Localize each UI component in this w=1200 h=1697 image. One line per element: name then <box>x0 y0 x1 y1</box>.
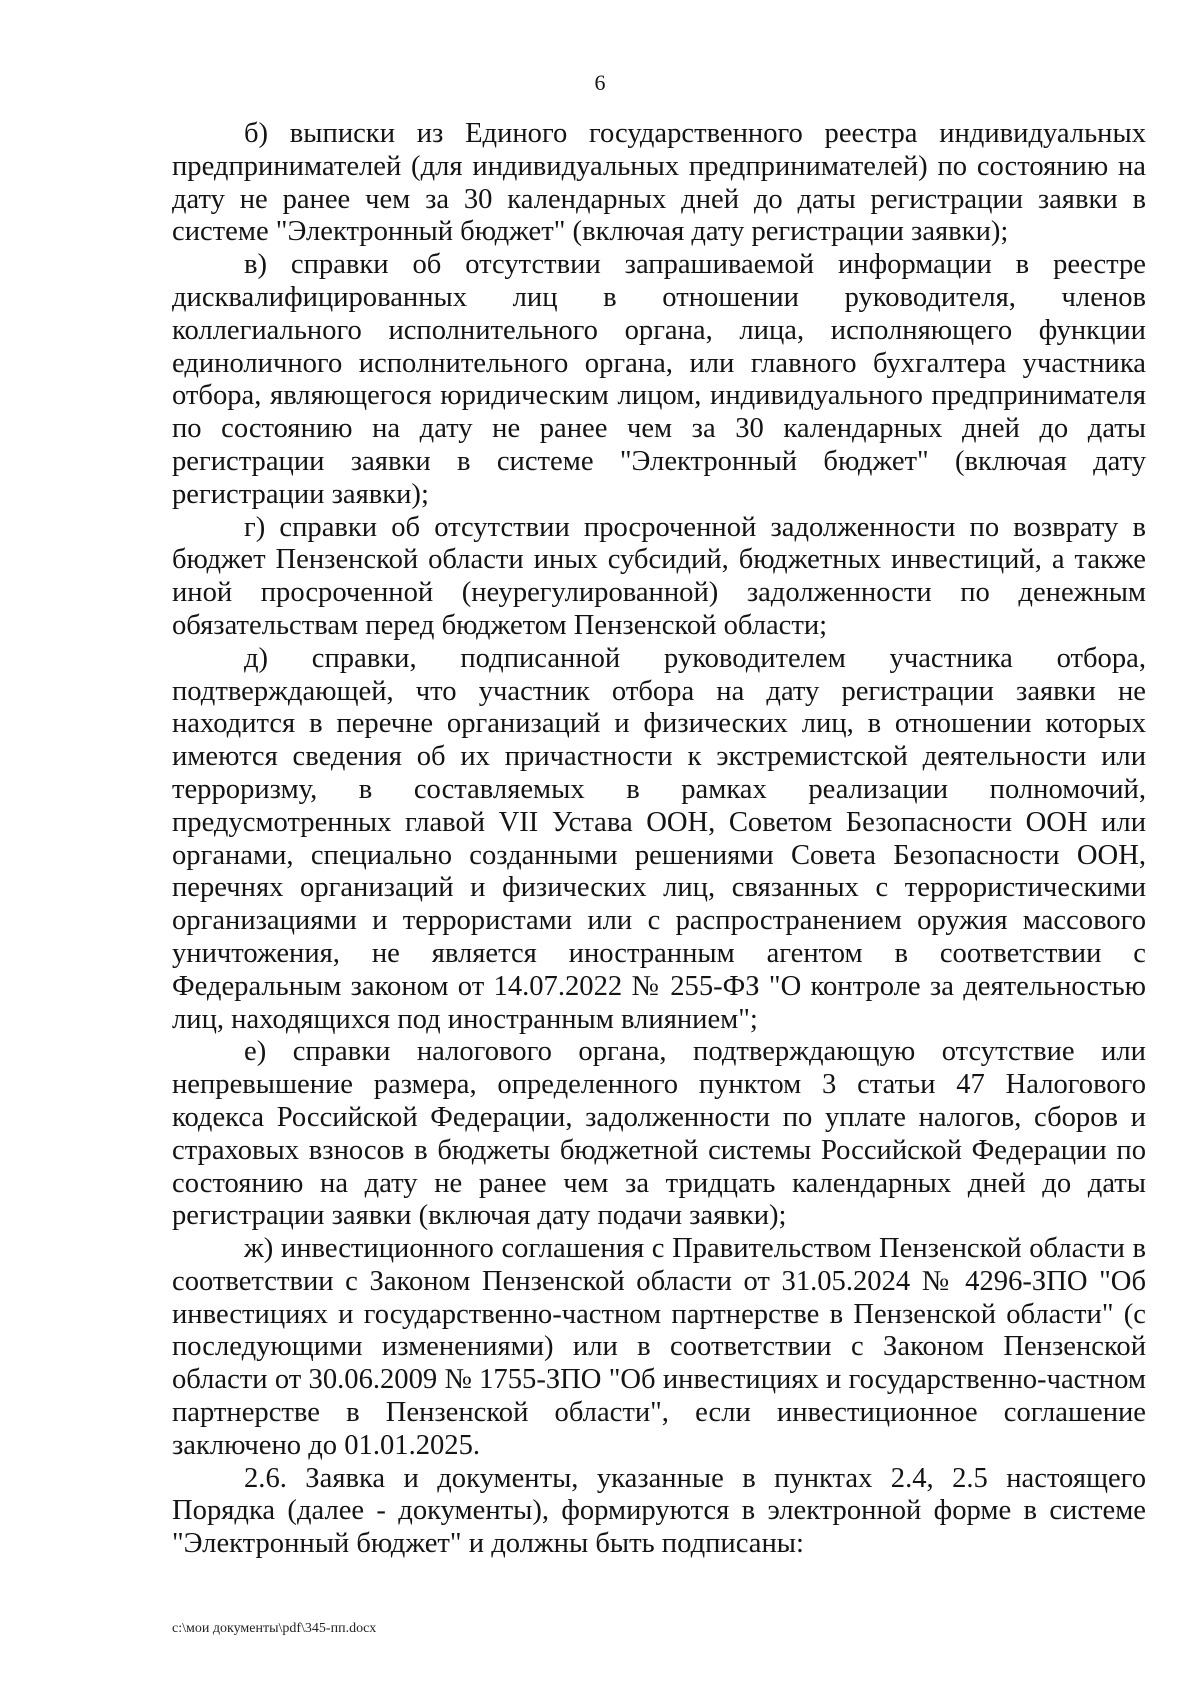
document-body <box>172 118 1146 1561</box>
footer-file-path: c:\мои документы\pdf\345-пп.docx <box>172 1621 377 1636</box>
paragraph-item-d: д) справки, подписанной руководителем участника отбора, подтверждающей, что участник отбора на дату регистрации заявки не находится в перечне организаций и физических лиц, в отношении которых имеются сведения об их причастности к экстремистской деятельности или терроризму, в составляемых в рамках реализации полномочий, предусмотренных главой VII Устава ООН, Советом Безопасности ООН или органами, специально созданными решениями Совета Безопасности ООН, перечнях организаций и физических лиц, связанных с террористическими организациями и террористами или с распространением оружия массового уничтожения, не является иностранным агентом в соответствии с Федеральным законом от 14.07.2022 № 255-ФЗ "О контроле за деятельностью лиц, находящихся под иностранным влиянием"; <box>172 642 1146 1035</box>
paragraph-item-e: е) справки налогового органа, подтверждающую отсутствие или непревышение размера, определенного пунктом 3 статьи 47 Налогового кодекса Российской Федерации, задолженности по уплате налогов, сборов и страховых взносов в бюджеты бюджетной системы Российской Федерации по состоянию на дату не ранее чем за тридцать календарных дней до даты регистрации заявки (включая дату подачи заявки); <box>172 1036 1146 1232</box>
paragraph-item-g: г) справки об отсутствии просроченной задолженности по возврату в бюджет Пензенской области иных субсидий, бюджетных инвестиций, а также иной просроченной (неурегулированной) задолженности по денежным обязательствам перед бюджетом Пензенской области; <box>172 511 1146 641</box>
paragraph-item-b: б) выписки из Единого государственного реестра индивидуальных предпринимателей (для индивидуальных предпринимателей) по состоянию на дату не ранее чем за 30 календарных дней до даты регистрации заявки в системе "Электронный бюджет" (включая дату регистрации заявки); <box>172 118 1146 248</box>
paragraph-item-v: в) справки об отсутствии запрашиваемой информации в реестре дисквалифицированных лиц в отношении руководителя, членов коллегиального исполнительного органа, лица, исполняющего функции единоличного исполнительного органа, или главного бухгалтера участника отбора, являющегося юридическим лицом, индивидуального предпринимателя по состоянию на дату не ранее чем за 30 календарных дней до даты регистрации заявки в системе "Электронный бюджет" (включая дату регистрации заявки); <box>172 249 1146 510</box>
page-number: 6 <box>594 70 606 95</box>
paragraph-item-zh: ж) инвестиционного соглашения с Правительством Пензенской области в соответствии с Законом Пензенской области от 31.05.2024 № 4296-ЗПО "Об инвестициях и государственно-частном партнерстве в Пензенской области" (с последующими изменениями) или в соответствии с Законом Пензенской области от 30.06.2009 № 1755-ЗПО "Об инвестициях и государственно-частном партнерстве в Пензенской области", если инвестиционное соглашение заключено до 01.01.2025. <box>172 1233 1146 1461</box>
paragraph-section-2-6: 2.6. Заявка и документы, указанные в пунктах 2.4, 2.5 настоящего Порядка (далее - документы), формируются в электронной форме в системе "Электронный бюджет" и должны быть подписаны: <box>172 1462 1146 1560</box>
